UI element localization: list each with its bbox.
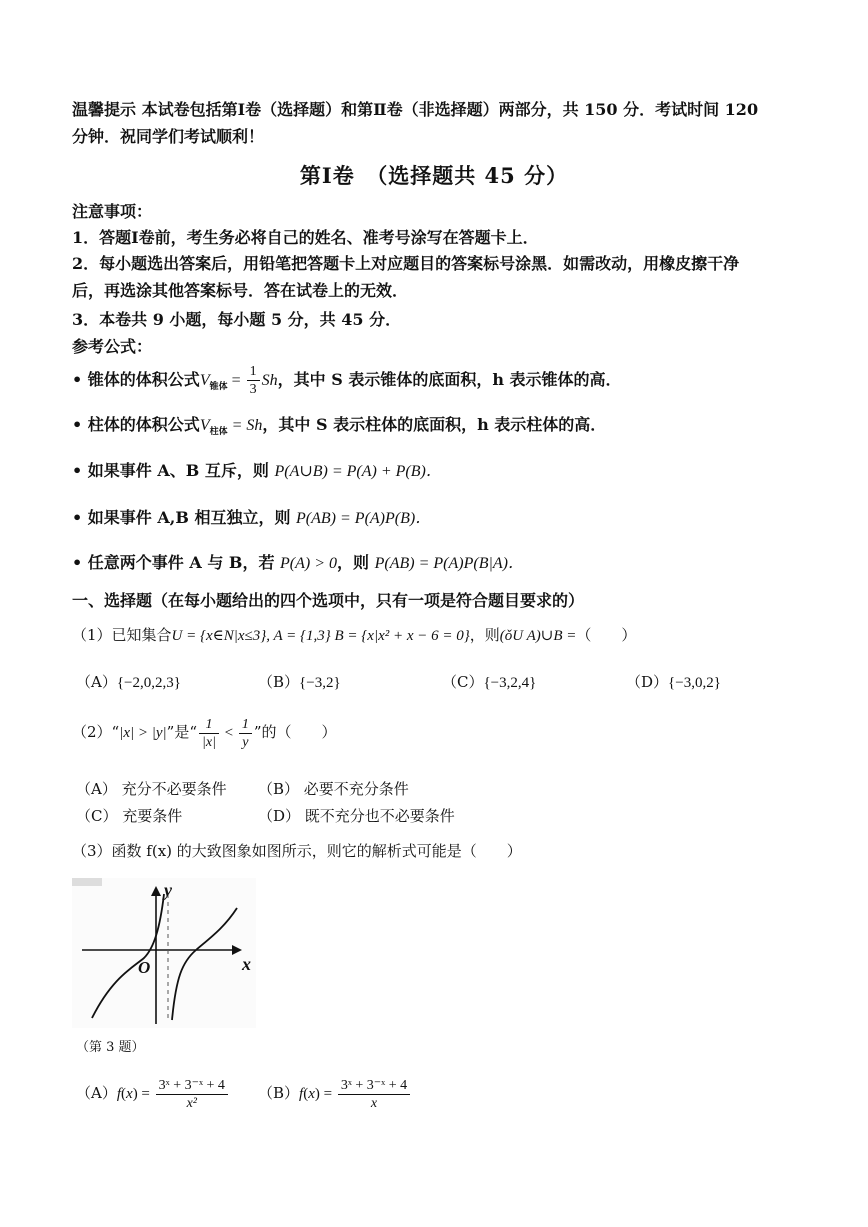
notes-heading: 注意事项：: [72, 202, 153, 221]
q2-option-b[interactable]: （B） 必要不充分条件: [258, 780, 409, 798]
notes-item-1: 1．答题Ⅰ卷前，考生务必将自己的姓名、准考号涂写在答题卡上．: [72, 228, 539, 247]
q1-stem-expr: U = {x∈N|x≤3}, A = {1,3} B = {x|x² + x − 6 = 0}: [171, 628, 470, 644]
formula-independent: [72, 507, 431, 530]
formula-exclusive: [72, 460, 442, 483]
q1-option-d-label: （D）: [626, 673, 669, 691]
fraction-one-over-abs-x: $\frac{1}{|x|}$: [199, 716, 219, 751]
formula-exclusive-label: • 如果事件 A、B 互斥，则: [72, 461, 269, 480]
q3-option-a-denominator: x²: [186, 1095, 197, 1111]
q2-stem-post: ”的（ ）: [253, 723, 337, 741]
q3-option-b-numerator: 3ˣ + 3⁻ˣ + 4: [338, 1077, 410, 1095]
formula-cone-sub: 锥体: [209, 382, 228, 393]
formula-independent-label: • 如果事件 A,B 相互独立，则: [72, 508, 291, 527]
q3-option-b-denominator: x: [370, 1095, 378, 1111]
formula-cylinder-sub: 柱体: [209, 427, 228, 438]
hint-line-1: [72, 99, 758, 121]
q2-stem-expr: |x| > |y|: [119, 725, 167, 741]
formula-conditional-mid: ，则: [337, 553, 370, 572]
q1-option-b-value: {−3,2}: [299, 675, 341, 691]
figure-caption: （第 3 题）: [76, 1040, 145, 1055]
q1-option-b[interactable]: [258, 671, 341, 692]
y-axis-label: y: [164, 880, 172, 900]
q1-option-c-label: （C）: [442, 673, 484, 691]
formula-independent-expr: P(AB) = P(A)P(B)．: [296, 510, 432, 527]
q3-option-b[interactable]: （B）f(x) = $\frac{\text{3ˣ + 3⁻ˣ + 4}}{x}$: [258, 1074, 412, 1113]
section-heading: 一、选择题（在每小题给出的四个选项中，只有一项是符合题目要求的）: [72, 591, 585, 610]
q3-option-a-label: （A）: [76, 1084, 117, 1102]
q1-option-b-label: （B）: [258, 673, 300, 691]
formula-conditional-label: • 任意两个事件 A 与 B，若: [72, 553, 275, 572]
formula-cylinder-label: • 柱体的体积公式: [72, 415, 200, 434]
question-2-stem: （2）“|x| > |y|”是“ $\frac{1}{|x|}$ < $\frac{1}{y}$ ”的（ ）: [72, 716, 337, 750]
q2-stem-mid: ”是“: [166, 723, 197, 741]
notes-item-3: 3．本卷共 9 小题，每小题 5 分，共 45 分．: [72, 310, 402, 329]
q1-option-d[interactable]: [626, 671, 721, 692]
x-axis-label: x: [242, 954, 251, 974]
q2-option-a[interactable]: （A） 充分不必要条件: [76, 780, 227, 798]
formula-cone-label: • 锥体的体积公式: [72, 370, 200, 389]
q1-stem-pre: （1）已知集合: [72, 626, 172, 644]
notes-item-2-line-2: 后，再选涂其他答案标号．答在试卷上的无效．: [72, 281, 409, 300]
q3-option-a[interactable]: （A）f(x) = $\frac{\text{3ˣ + 3⁻ˣ + 4}}{\text{x²}}$: [76, 1074, 230, 1113]
formula-conditional-cond: P(A) > 0: [280, 555, 338, 572]
question-1-stem: [72, 624, 636, 647]
q3-option-a-numerator: 3ˣ + 3⁻ˣ + 4: [156, 1077, 228, 1095]
q2-option-c[interactable]: （C） 充要条件: [76, 807, 183, 825]
q1-option-c[interactable]: [442, 671, 536, 692]
formula-conditional-expr: P(AB) = P(A)P(B|A)．: [374, 555, 524, 572]
q2-option-d[interactable]: （D） 既不充分也不必要条件: [258, 807, 455, 825]
q1-option-d-value: {−3,0,2}: [668, 675, 721, 691]
formula-conditional: [72, 552, 524, 575]
q1-option-a[interactable]: [76, 671, 181, 692]
q3-option-a-fraction: [156, 1077, 228, 1112]
q1-option-c-value: {−3,2,4}: [483, 675, 537, 691]
q1-option-a-value: {−2,0,2,3}: [116, 675, 181, 691]
section-title: 第Ⅰ卷 （选择题共 45 分）: [299, 163, 569, 188]
hint-text-1: 本试卷包括第Ⅰ卷（选择题）和第Ⅱ卷（非选择题）两部分，共 150 分．考试时间 120: [141, 100, 759, 119]
q1-stem-mid: ，则: [469, 626, 500, 644]
origin-label: O: [138, 958, 151, 977]
q3-option-b-label: （B）: [258, 1084, 300, 1102]
formulas-heading: 参考公式：: [72, 337, 153, 356]
q1-stem-expr2: (ǒU A)∪B =: [499, 628, 577, 644]
q3-option-b-fraction: [338, 1077, 410, 1112]
hint-label: 温馨提示: [72, 100, 137, 119]
fraction-one-over-y: $\frac{1}{y}$: [239, 716, 252, 751]
formula-cylinder-desc: ，其中 S 表示柱体的底面积，h 表示柱体的高．: [262, 415, 607, 434]
formula-cone: • 锥体的体积公式$V_{锥体}$ = $\frac{1}{3}$ Sh，其中 S 表示锥体的底面积，h 表示锥体的高．: [72, 364, 622, 397]
hint-line-2: 分钟．祝同学们考试顺利！: [72, 127, 265, 146]
fraction-one-third: $\frac{1}{3}$: [247, 363, 260, 398]
question-3-stem: （3）函数 f(x) 的大致图象如图所示，则它的解析式可能是（ ）: [72, 842, 522, 860]
formula-cone-desc: ，其中 S 表示锥体的底面积，h 表示锥体的高．: [277, 370, 622, 389]
notes-item-2-line-1: 2．每小题选出答案后，用铅笔把答题卡上对应题目的答案标号涂黑．如需改动，用橡皮擦干净: [72, 254, 740, 273]
q1-option-a-label: （A）: [76, 673, 117, 691]
formula-exclusive-expr: P(A∪B) = P(A) + P(B)．: [274, 463, 442, 480]
function-graph: [72, 878, 256, 1028]
q1-stem-post: （ ）: [576, 626, 637, 644]
graph-scan-mark: [72, 878, 102, 886]
formula-cylinder: • 柱体的体积公式$V_{柱体} = Sh$，其中 S 表示柱体的底面积，h 表示柱体的高．: [72, 415, 607, 438]
q2-stem-pre: （2）“: [72, 723, 120, 741]
